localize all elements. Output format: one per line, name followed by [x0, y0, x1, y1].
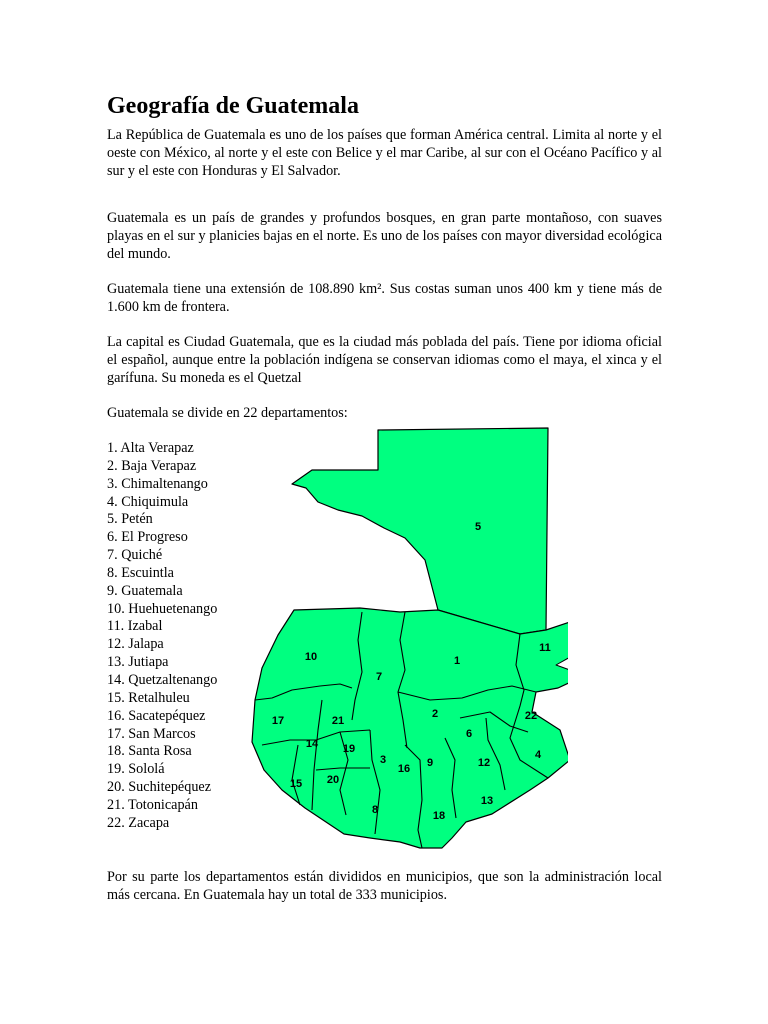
list-item: 9. Guatemala — [107, 582, 183, 599]
map-label-20: 20 — [326, 774, 340, 786]
departments-list — [107, 440, 217, 833]
list-item: 2. Baja Verapaz — [107, 457, 197, 474]
list-item: 11. Izabal — [107, 618, 163, 635]
list-item: 19. Sololá — [107, 761, 165, 778]
paragraph-capital: La capital es Ciudad Guatemala, que es la ciudad más poblada del país. Tiene por idioma oficial el español, aunque entre la población indígena se conservan idiomas como el maya, el xinca y el garífuna. Su moneda es el Quetzal — [107, 334, 662, 386]
list-item: 20. Suchitepéquez — [107, 779, 212, 796]
paragraph-extension: Guatemala tiene una extensión de 108.890 km². Sus costas suman unos 400 km y tiene más de 1.600 km de frontera. — [107, 281, 662, 315]
map-label-11: 11 — [539, 642, 551, 654]
map-label-4: 4 — [534, 749, 542, 761]
paragraph-geography: Guatemala es un país de grandes y profundos bosques, en gran parte montañoso, con suaves playas en el sur y planicies bajas en el norte. Es uno de los países con mayor diversidad ecológica del mundo. — [107, 210, 662, 262]
map-label-12: 12 — [477, 757, 491, 769]
map-label-21: 21 — [331, 715, 345, 727]
list-item: 12. Jalapa — [107, 636, 164, 653]
list-item: 16. Sacatepéquez — [107, 707, 206, 724]
list-item: 7. Quiché — [107, 547, 163, 564]
list-item: 18. Santa Rosa — [107, 743, 192, 760]
map-label-8: 8 — [371, 804, 379, 816]
map-label-6: 6 — [465, 728, 473, 740]
list-item: 8. Escuintla — [107, 564, 174, 581]
list-item: 22. Zacapa — [107, 814, 170, 831]
map-label-13: 13 — [480, 795, 494, 807]
list-item: 6. El Progreso — [107, 529, 188, 546]
list-item: 10. Huehuetenango — [107, 600, 218, 617]
map-label-15: 15 — [289, 778, 303, 790]
map-label-9: 9 — [426, 757, 434, 769]
list-item: 5. Petén — [107, 511, 153, 528]
list-item: 3. Chimaltenango — [107, 475, 208, 492]
list-item: 4. Chiquimula — [107, 493, 189, 510]
map-label-3: 3 — [379, 754, 387, 766]
page-title: Geografía de Guatemala — [107, 93, 359, 119]
list-item: 15. Retalhuleu — [107, 689, 190, 706]
map-label-17: 17 — [271, 715, 285, 727]
map-label-16: 16 — [397, 763, 411, 775]
list-item: 17. San Marcos — [107, 725, 196, 742]
map-label-5: 5 — [474, 521, 482, 533]
map-label-19: 19 — [342, 743, 356, 755]
guatemala-departments-map — [238, 420, 568, 850]
map-label-14: 14 — [305, 738, 319, 750]
paragraph-intro: La República de Guatemala es uno de los países que forman América central. Limita al norte y el oeste con México, al norte y el este con Belice y el mar Caribe, al sur con el Océano Pacífico y al sur y el este con Honduras y El Salvador. — [107, 127, 662, 179]
map-label-22: 22 — [524, 710, 538, 722]
map-label-7: 7 — [375, 671, 383, 683]
list-item: 13. Jutiapa — [107, 654, 169, 671]
list-item: 14. Quetzaltenango — [107, 671, 218, 688]
paragraph-municipios: Por su parte los departamentos están divididos en municipios, que son la administración local más cercana. En Guatemala hay un total de 333 municipios. — [107, 869, 662, 903]
paragraph-departments-intro: Guatemala se divide en 22 departamentos: — [107, 405, 348, 421]
list-item: 1. Alta Verapaz — [107, 440, 194, 456]
list-item: 21. Totonicapán — [107, 796, 198, 813]
map-label-18: 18 — [432, 810, 446, 822]
map-label-10: 10 — [304, 651, 318, 663]
map-label-2: 2 — [431, 708, 439, 720]
map-region-south — [252, 608, 568, 848]
map-region-peten — [292, 428, 548, 634]
map-label-1: 1 — [453, 655, 461, 667]
